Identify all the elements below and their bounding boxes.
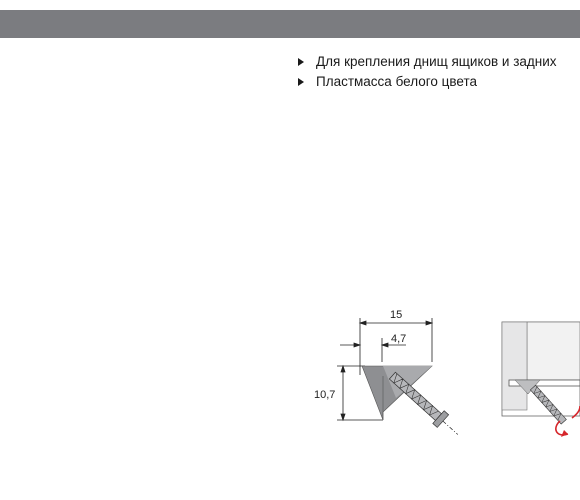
header-band bbox=[0, 10, 580, 38]
dim-height-label: 10,7 bbox=[314, 389, 336, 401]
dim-offset-label: 4,7 bbox=[391, 333, 407, 345]
dim-width-label: 15 bbox=[390, 309, 403, 321]
dimension-height bbox=[341, 366, 345, 420]
dimension-width bbox=[360, 321, 432, 325]
feature-item bbox=[296, 53, 557, 73]
mounting-detail bbox=[502, 322, 580, 437]
screw bbox=[387, 369, 464, 441]
feature-text: Для крепления днищ ящиков и задних bbox=[316, 54, 557, 69]
bullet-arrow-icon bbox=[298, 78, 304, 86]
feature-list bbox=[296, 53, 557, 93]
bullet-arrow-icon bbox=[298, 58, 304, 66]
feature-item bbox=[296, 73, 557, 93]
feature-text: Пластмасса белого цвета bbox=[316, 74, 477, 89]
technical-drawing bbox=[300, 300, 580, 500]
